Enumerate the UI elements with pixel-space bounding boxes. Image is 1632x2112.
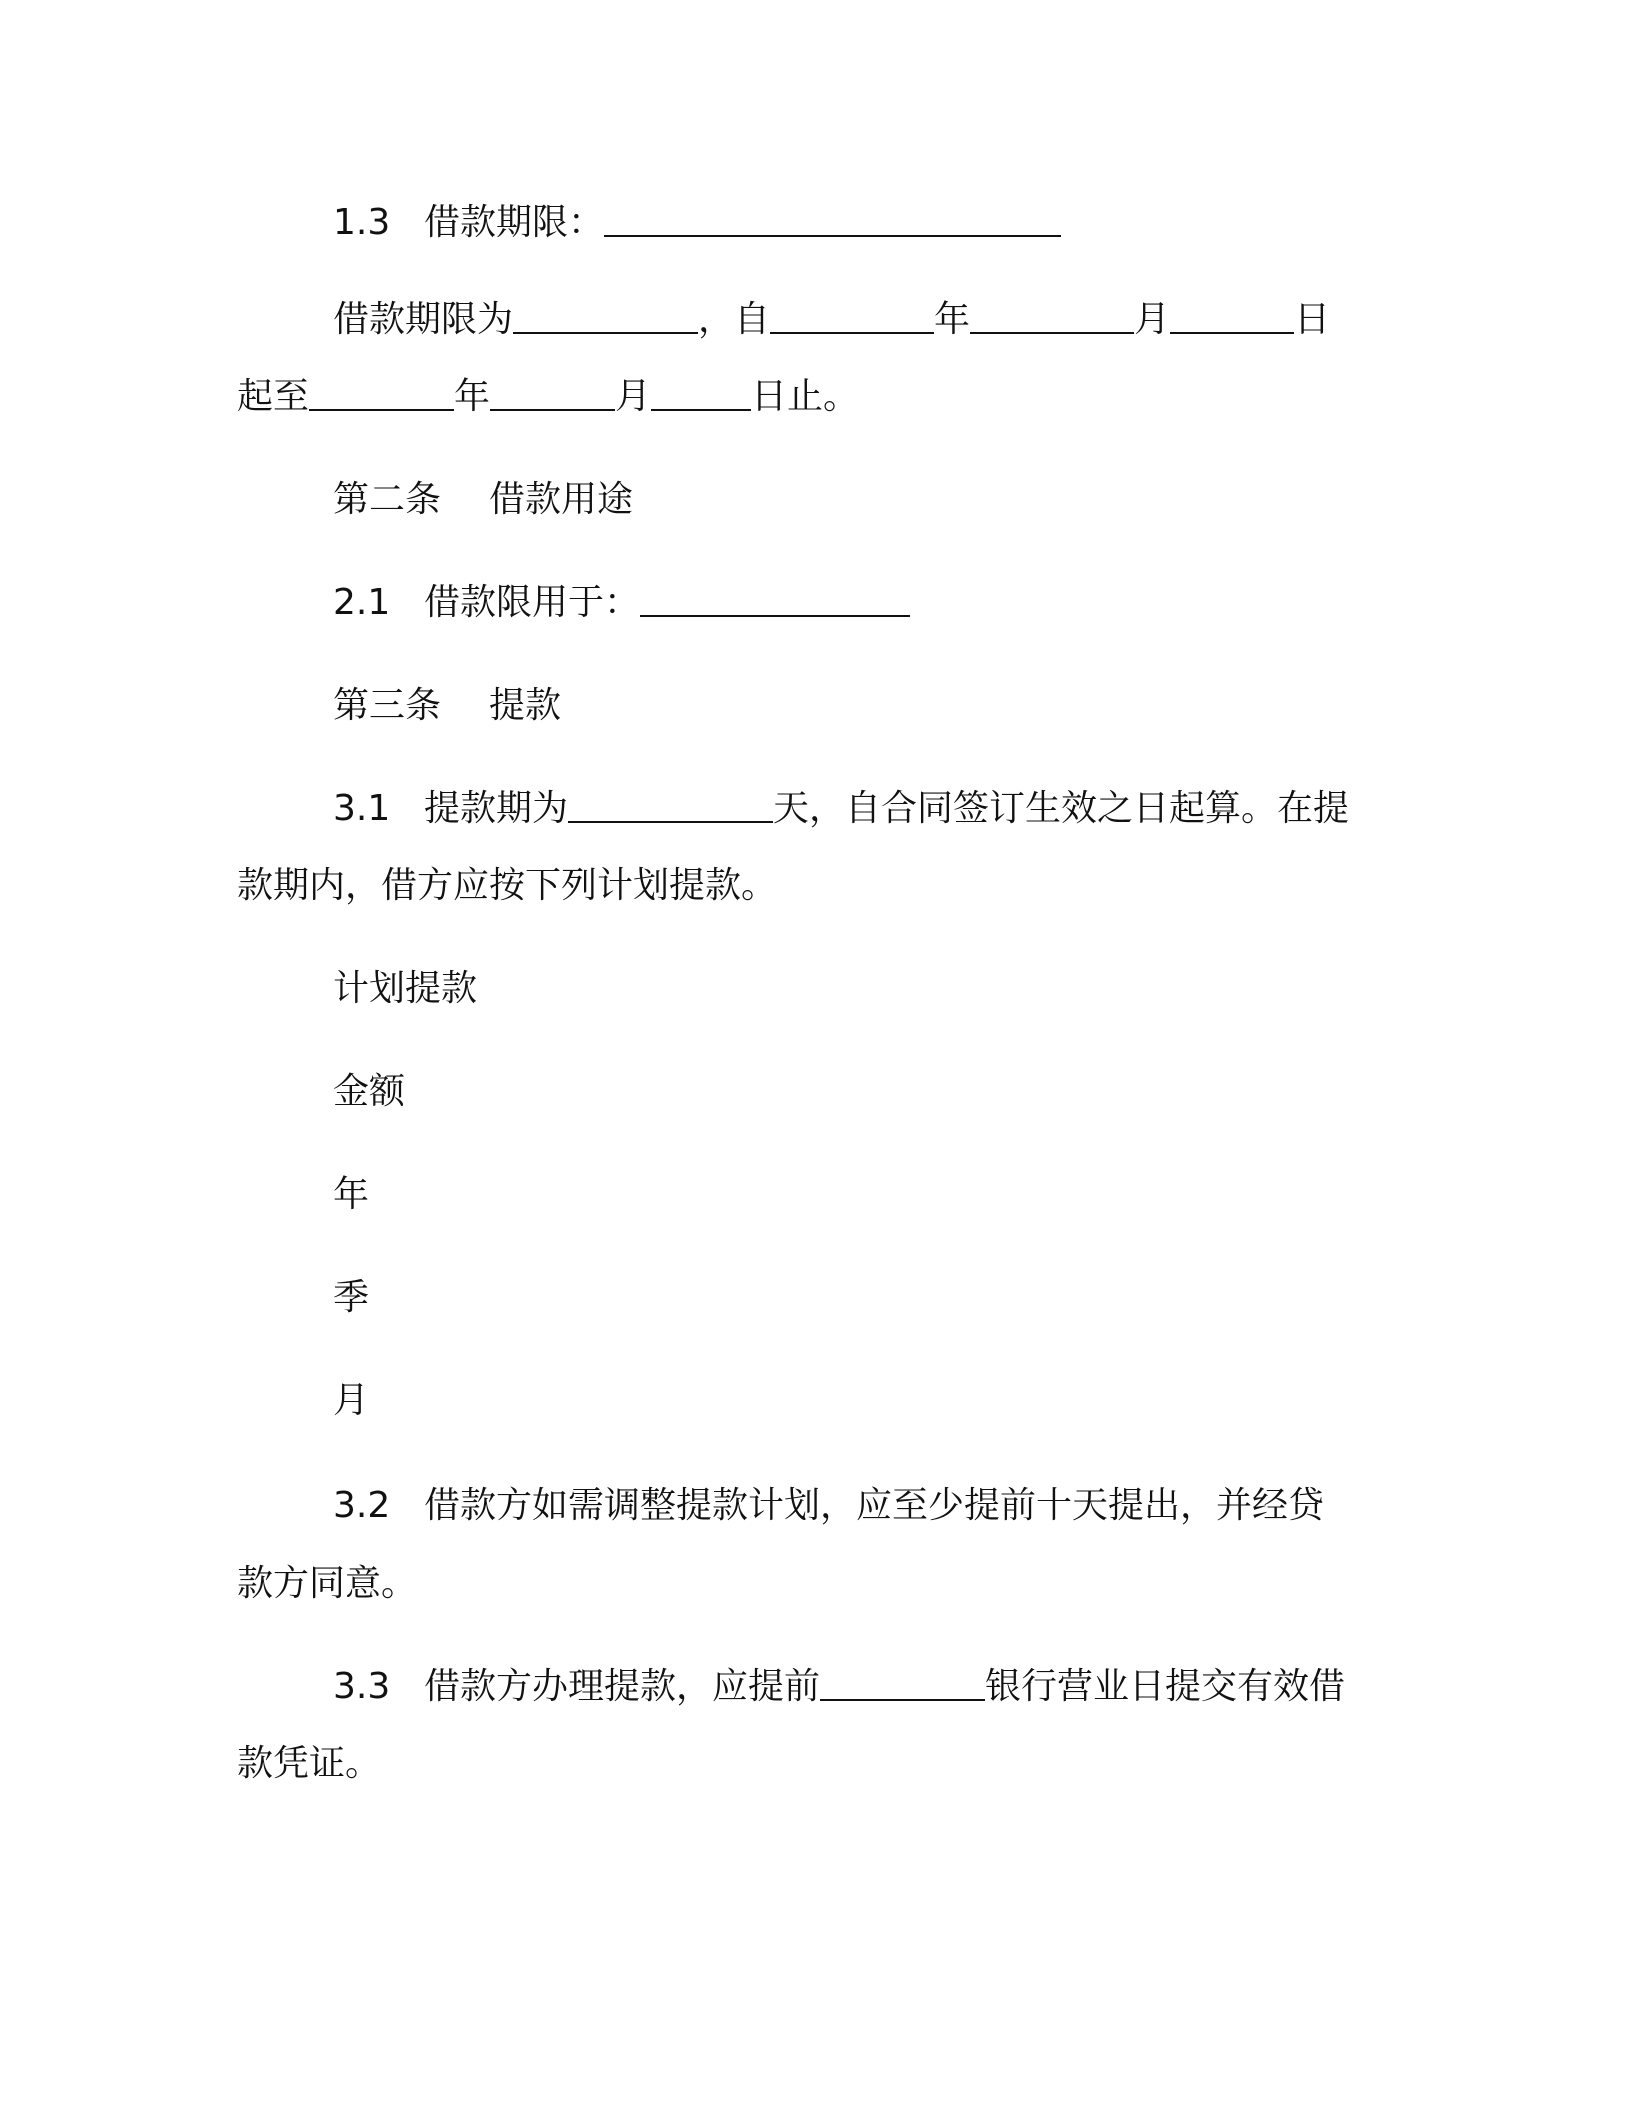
schedule-plan-label: 计划提款	[333, 968, 478, 1009]
schedule-quarter-label: 季	[333, 1277, 370, 1318]
clause-number: 1.3	[333, 202, 391, 243]
text-segment: 天，自合同签订生效之日起算。在提	[773, 788, 1350, 829]
clause-3-1-line-2: 款期内，借方应按下列计划提款。	[237, 865, 778, 906]
clause-1-3-heading	[333, 202, 1061, 243]
fill-blank[interactable]	[309, 379, 454, 411]
fill-blank[interactable]	[640, 585, 910, 617]
fill-blank[interactable]	[651, 379, 751, 411]
text-segment: 日止。	[751, 376, 860, 417]
fill-blank[interactable]	[604, 205, 1061, 237]
clause-number: 3.1	[333, 788, 391, 829]
article-3-heading	[333, 685, 562, 726]
article-2-heading	[333, 479, 634, 520]
text-segment: 月	[1134, 299, 1171, 340]
fill-blank[interactable]	[490, 379, 615, 411]
text-segment: 年	[934, 299, 971, 340]
clause-3-1-line-1	[333, 788, 1350, 829]
fill-blank[interactable]	[568, 791, 773, 823]
text-segment: 月	[615, 376, 652, 417]
text-segment: 提款期为	[424, 788, 569, 829]
clause-title: 借款期限：	[424, 202, 605, 243]
article-title: 提款	[489, 685, 562, 726]
clause-number: 3.3	[333, 1666, 391, 1707]
text-segment: ，自	[698, 299, 771, 340]
text-segment: 借款方办理提款，应提前	[424, 1666, 821, 1707]
text-segment: 日	[1294, 299, 1331, 340]
schedule-amount-label: 金额	[333, 1071, 406, 1112]
article-title: 借款用途	[489, 479, 634, 520]
clause-text: 借款限用于：	[424, 582, 641, 623]
text-segment: 银行营业日提交有效借	[985, 1666, 1346, 1707]
loan-period-line-2	[237, 376, 860, 417]
schedule-month-label: 月	[333, 1380, 370, 1421]
clause-3-2-line-2: 款方同意。	[237, 1563, 418, 1604]
clause-3-3-line-1	[333, 1666, 1346, 1707]
fill-blank[interactable]	[1170, 302, 1294, 334]
clause-2-1	[333, 582, 910, 623]
fill-blank[interactable]	[770, 302, 934, 334]
clause-3-2-line-1	[333, 1485, 1325, 1526]
text-segment: 年	[454, 376, 491, 417]
text-segment: 借款期限为	[333, 299, 514, 340]
fill-blank[interactable]	[970, 302, 1134, 334]
clause-3-3-line-2: 款凭证。	[237, 1743, 382, 1784]
text-segment: 借款方如需调整提款计划，应至少提前十天提出，并经贷	[424, 1485, 1325, 1526]
schedule-year-label: 年	[333, 1174, 370, 1215]
fill-blank[interactable]	[820, 1669, 985, 1701]
article-number: 第二条	[333, 479, 442, 520]
loan-period-line-1	[333, 299, 1331, 340]
text-segment: 起至	[237, 376, 310, 417]
article-number: 第三条	[333, 685, 442, 726]
clause-number: 3.2	[333, 1485, 391, 1526]
clause-number: 2.1	[333, 582, 391, 623]
fill-blank[interactable]	[513, 302, 698, 334]
